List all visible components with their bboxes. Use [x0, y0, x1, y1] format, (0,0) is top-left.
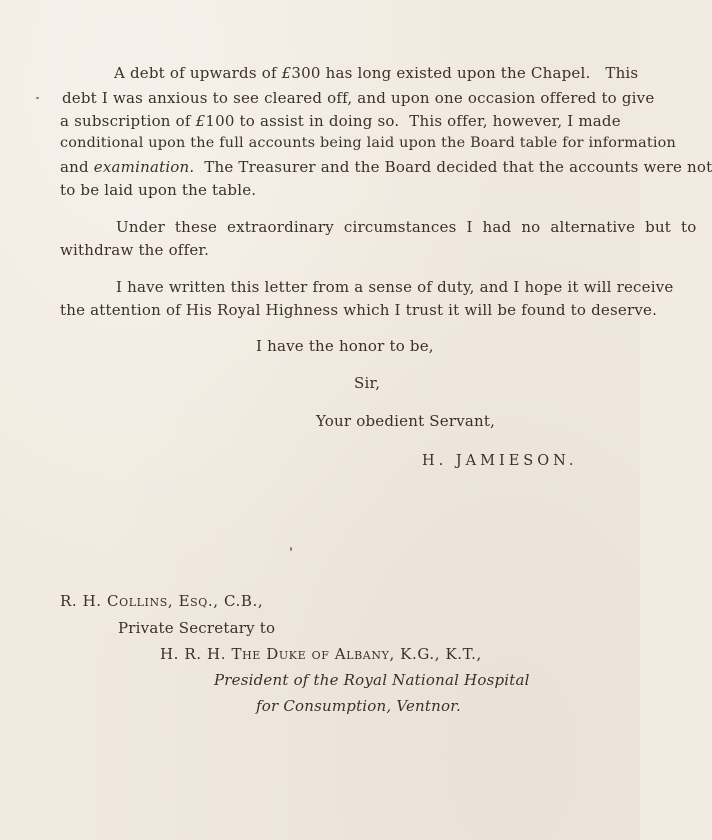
paragraph1-line1: A debt of upwards of £300 has long existed upon the Chapel. This — [114, 64, 639, 82]
paper-speck — [290, 547, 292, 551]
paper-speck — [36, 97, 39, 99]
closing-honor: I have the honor to be, — [256, 337, 434, 355]
closing-servant: Your obedient Servant, — [316, 412, 496, 430]
addressee-role: Private Secretary to — [118, 619, 276, 637]
addressee-duke: H. R. H. The Duke of Albany, K.G., K.T., — [160, 645, 482, 663]
paragraph1-line3: a subscription of £100 to assist in doing so. This offer, however, I made — [60, 112, 621, 130]
paragraph3-line2: the attention of His Royal Highness which I trust it will be found to deserve. — [60, 301, 658, 319]
paragraph1-line2: debt I was anxious to see cleared off, and upon one occasion offered to give — [62, 89, 655, 107]
addressee-name: R. H. Collins, Esq., C.B., — [60, 592, 264, 610]
addressee-location: for Consumption, Ventnor. — [256, 697, 461, 715]
paragraph1-line5: and examination. The Treasurer and the Board decided that the accounts were not — [60, 158, 712, 176]
paragraph1-line6: to be laid upon the table. — [60, 181, 257, 199]
paragraph2-line1: Under these extraordinary circumstances I had no alternative but to — [116, 218, 697, 236]
paragraph1-line4: conditional upon the full accounts being laid upon the Board table for information — [60, 135, 676, 151]
closing-sir: Sir, — [354, 374, 381, 392]
addressee-president: President of the Royal National Hospital — [214, 671, 530, 689]
show-through — [20, 412, 24, 428]
paragraph2-line2: withdraw the offer. — [60, 241, 210, 259]
paragraph3-line1: I have written this letter from a sense of duty, and I hope it will receive — [116, 278, 674, 296]
signature: H. JAMIESON. — [422, 453, 578, 469]
